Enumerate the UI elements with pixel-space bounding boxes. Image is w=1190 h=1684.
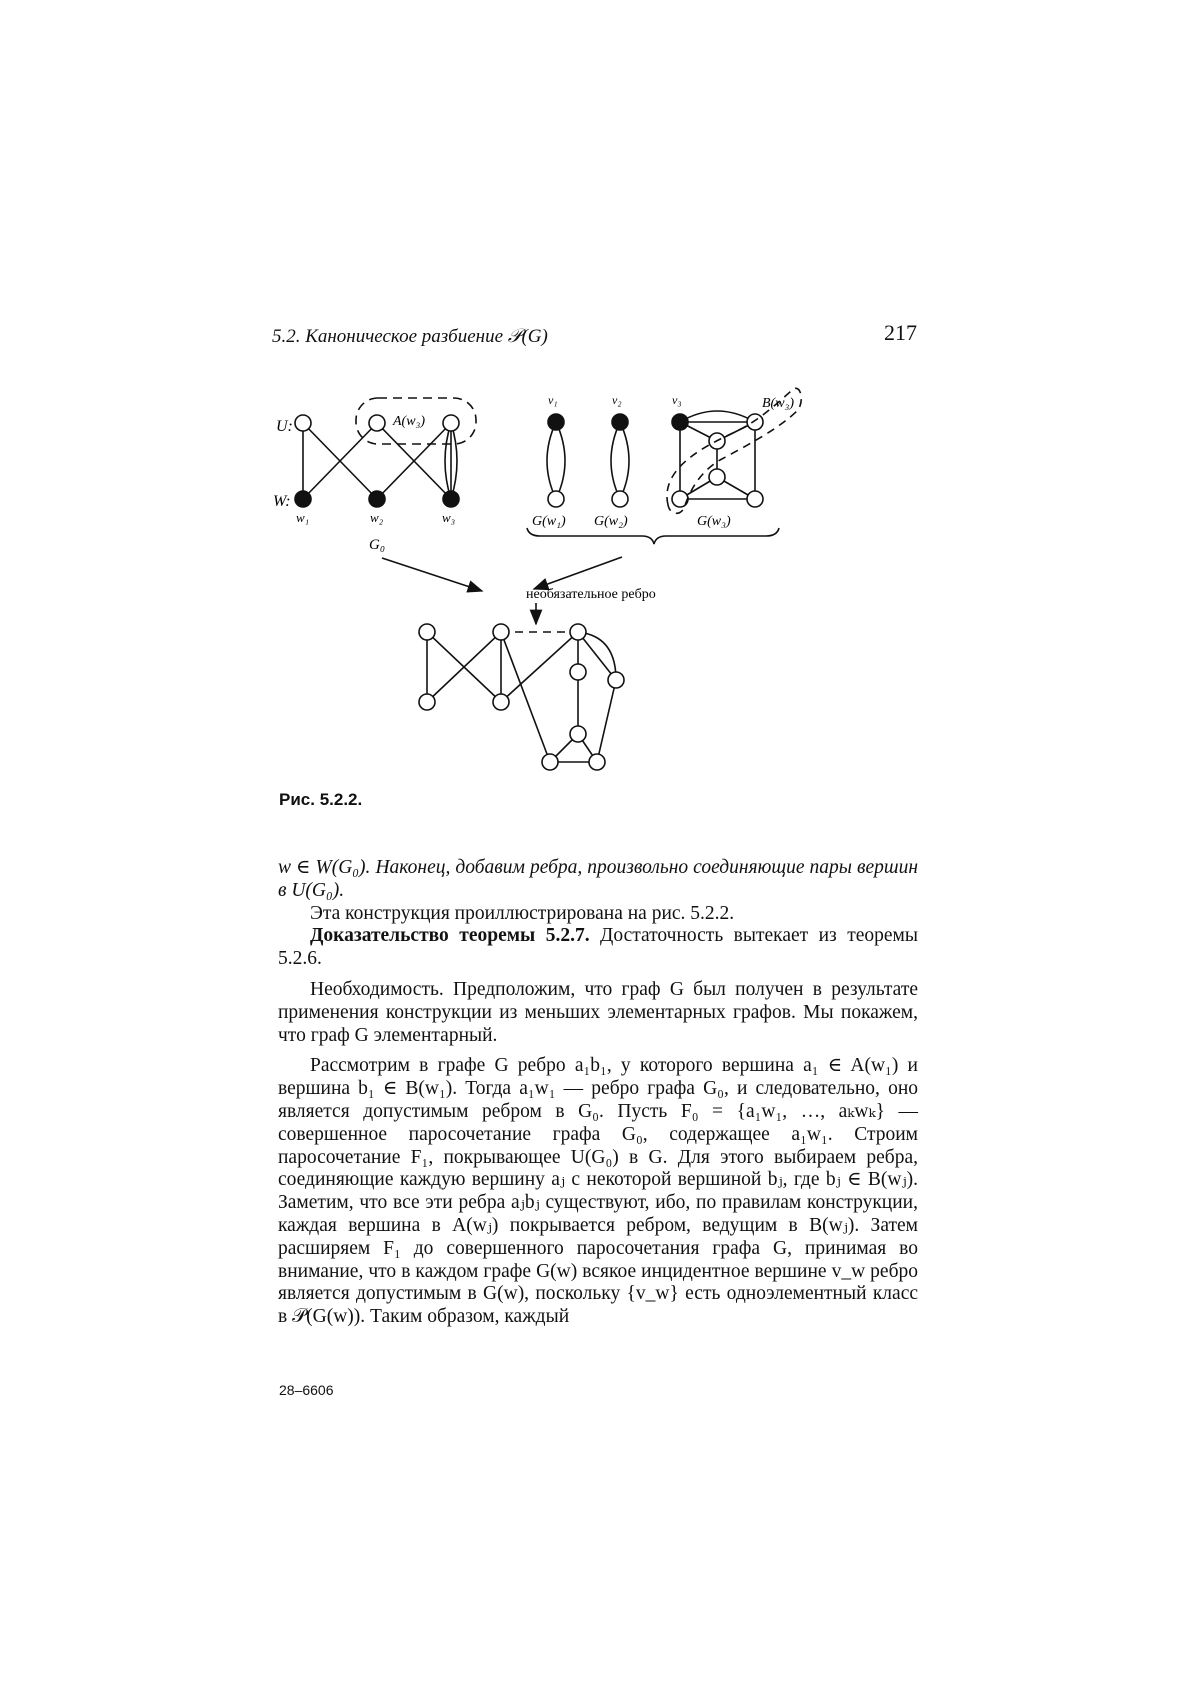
paragraph-1: w ∈ W(G₀). Наконец, добавим ребра, произвольно соединяющие пары вершин в U(G₀). <box>278 857 918 901</box>
label-v2: v₂ <box>612 393 622 407</box>
arrow-left <box>382 558 482 591</box>
label-G-w1: G(w₁) <box>532 514 566 529</box>
graph-g-result <box>427 632 616 762</box>
page-number: 217 <box>884 320 917 345</box>
graph-g-w1 <box>547 414 565 507</box>
running-head: 5.2. Каноническое разбиение 𝒫(G) <box>272 326 548 347</box>
vertex-u2 <box>369 415 385 431</box>
vertex-w3 <box>443 491 459 507</box>
signature-code: 28–6606 <box>279 1382 334 1398</box>
proof-heading: Доказательство теоремы 5.2.7. <box>310 925 590 947</box>
vertex-w2 <box>369 491 385 507</box>
paragraph-4: Необходимость. Предположим, что граф G был получен в результате применения конструкции из меньших элементарных графов. Мы покажем, что граф G элементарный. <box>278 978 918 1046</box>
g0-vertices <box>295 415 459 507</box>
label-G-w3: G(w₃) <box>697 514 731 529</box>
graph-g-w2 <box>611 414 629 507</box>
label-U: U: <box>276 418 293 435</box>
paragraph-3 <box>278 925 918 971</box>
vertex-w1 <box>295 491 311 507</box>
label-v1: v₁ <box>548 393 558 407</box>
label-optional-edge: необязательное ребро <box>526 587 656 602</box>
arrow-right <box>534 557 622 589</box>
graph-g-result-vertices <box>419 624 624 770</box>
brace <box>527 528 779 544</box>
figure-caption: Рис. 5.2.2. <box>279 790 363 809</box>
label-G-w2: G(w₂) <box>594 514 628 529</box>
label-G0: G₀ <box>369 537 386 553</box>
label-w2: w₂ <box>370 510 384 525</box>
label-w1: w₁ <box>296 510 310 525</box>
label-B-w3: B(w₃) <box>762 396 795 411</box>
vertex-u3 <box>443 415 459 431</box>
body-text <box>278 857 918 1329</box>
vertex-u1 <box>295 415 311 431</box>
graph-g0 <box>303 398 476 499</box>
label-W: W: <box>273 493 291 510</box>
label-A-w3: A(w₃) <box>393 414 426 429</box>
paragraph-5: Рассмотрим в графе G ребро a₁b₁, у которого вершина a₁ ∈ A(w₁) и вершина b₁ ∈ B(w₁). Тогда a₁w₁ — ребро графа G₀, и следовательно, оно является допустимым ребром в G₀. Пусть F₀ = {a₁w₁, …, aₖwₖ} — совершенное паросочетание графа G₀, содержащее a₁w₁. Строим паросочетание F₁, покрывающее U(G₀) в G. Для этого выбираем ребра, соединяющие каждую вершину aⱼ с некоторой вершиной bⱼ, где bⱼ ∈ B(wⱼ). Заметим, что все эти ребра aⱼbⱼ существуют, ибо, по правилам конструкции, каждая вершина в A(wⱼ) покрывается ребром, ведущим в B(wⱼ). Затем расширяем F₁ до совершенного паросочетания графа G, принимая во внимание, что в каждом графе G(w) всякое инцидентное вершине v_w ребро является допустимым в G(w), поскольку {v_w} есть одноэлементный класс в 𝒫(G(w)). Таким образом, каждый <box>278 1055 918 1328</box>
label-w3: w₃ <box>442 510 456 525</box>
paragraph-3-text: Достаточность вытекает из теоремы 5.2.6. <box>278 925 918 970</box>
label-v3: v₃ <box>672 393 682 407</box>
paragraph-2: Эта конструкция проиллюстрирована на рис. 5.2.2. <box>310 902 735 924</box>
